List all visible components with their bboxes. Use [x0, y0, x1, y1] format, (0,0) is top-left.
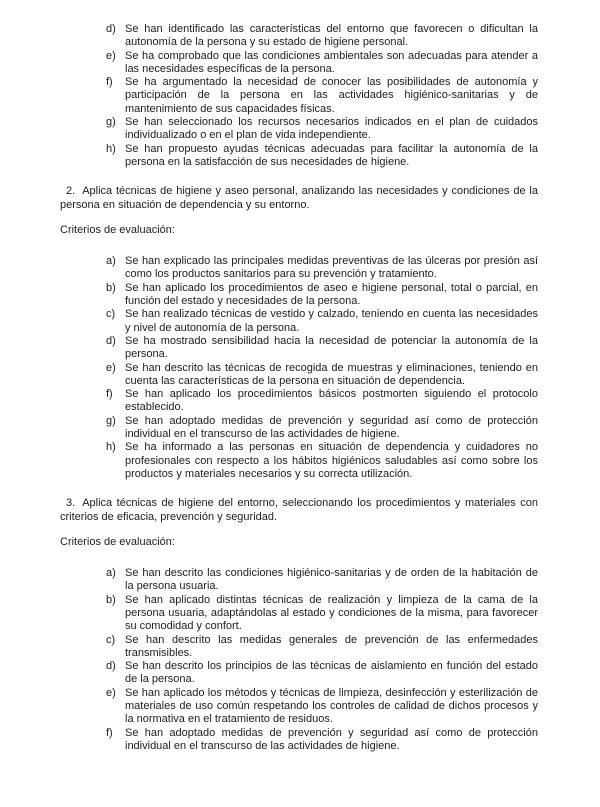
leading-criteria-list	[60, 23, 538, 169]
list-item-text: Se han seleccionado los recursos necesarios indicados en el plan de cuidados individualizado o en el plan de vida independiente.	[125, 116, 538, 142]
list-item-label: d)	[106, 23, 116, 35]
list-item-label: a)	[106, 567, 116, 580]
list-item-label: h)	[106, 142, 116, 155]
section-intro-text: Aplica técnicas de higiene del entorno, seleccionando los procedimientos y materiales con criterios de eficacia, prevención y seguridad.	[60, 497, 538, 523]
list-item	[60, 634, 538, 661]
list-item-text: Se han descrito las técnicas de recogida de muestras y eliminaciones, teniendo en cuenta las características de la persona en situación de dependencia.	[125, 361, 538, 387]
list-item-label: g)	[106, 116, 116, 129]
list-item-label: a)	[106, 255, 116, 268]
list-item	[60, 687, 538, 727]
section-number: 3.	[66, 497, 76, 510]
list-item	[60, 50, 538, 77]
list-item-label: f)	[106, 726, 113, 739]
list-item	[60, 594, 538, 634]
list-item-label: e)	[106, 49, 116, 62]
list-item	[60, 567, 538, 594]
list-item	[60, 76, 538, 116]
list-item-label: f)	[106, 388, 113, 401]
section-3-intro	[60, 497, 538, 524]
list-item-text: Se han adoptado medidas de prevención y seguridad así como de protección individual en el transcurso de las actividades de higiene.	[125, 726, 538, 752]
list-item-label: b)	[106, 593, 116, 606]
list-item-label: d)	[106, 334, 116, 347]
list-item-label: h)	[106, 441, 116, 454]
list-item-label: e)	[106, 361, 116, 374]
list-item	[60, 308, 538, 335]
list-item-text: Se ha informado a las personas en situación de dependencia y cuidadores no profesionales con respecto a los hábitos higiénicos saludables así como sobre los productos y materiales necesarios y su correcta utilización.	[125, 441, 538, 480]
list-item-label: f)	[106, 76, 113, 89]
list-item-text: Se ha mostrado sensibilidad hacia la necesidad de potenciar la autonomía de la persona.	[125, 334, 538, 361]
list-item	[60, 388, 538, 415]
list-item-text: Se han propuesto ayudas técnicas adecuadas para facilitar la autonomía de la persona en la satisfacción de sus necesidades de higiene.	[125, 142, 538, 168]
list-item-text: Se han aplicado los procedimientos de aseo e higiene personal, total o parcial, en función del estado y necesidades de la persona.	[125, 281, 538, 308]
list-item-text: Se han realizado técnicas de vestido y calzado, teniendo en cuenta las necesidades y nivel de autonomía de la persona.	[125, 308, 538, 334]
list-item	[60, 727, 538, 754]
list-item-text: Se han aplicado los procedimientos básicos postmorten siguiendo el protocolo establecido.	[125, 388, 538, 414]
section-3-criteria-list	[60, 567, 538, 753]
list-item-text: Se ha argumentado la necesidad de conocer las posibilidades de autonomía y participación de la persona en las actividades higiénico-sanitarias y de mantenimiento de sus capacidades físicas.	[125, 76, 538, 115]
list-item-text: Se han descrito las medidas generales de prevención de las enfermedades transmisibles.	[125, 633, 538, 659]
list-item	[60, 116, 538, 143]
list-item-text: Se han explicado las principales medidas preventivas de las úlceras por presión así como los productos sanitarios para su prevención y tratamiento.	[125, 255, 538, 281]
section-intro-text: Aplica técnicas de higiene y aseo personal, analizando las necesidades y condiciones de la persona en situación de dependencia y su entorno.	[60, 185, 538, 211]
list-item-text: Se han descrito los principios de las técnicas de aislamiento en función del estado de la persona.	[125, 660, 538, 686]
list-item	[60, 441, 538, 481]
list-item-label: d)	[106, 660, 116, 673]
list-item	[60, 23, 538, 50]
list-item-label: b)	[106, 281, 116, 294]
list-item-text: Se han descrito las condiciones higiénico-sanitarias y de orden de la habitación de la persona usuaria.	[125, 567, 538, 593]
list-item	[60, 143, 538, 170]
list-item-text: Se han aplicado los métodos y técnicas de limpieza, desinfección y esterilización de materiales de uso común respetando los controles de calidad de dichos procesos y la normativa en el tratamiento de residuos.	[125, 686, 538, 726]
list-item-text: Se han aplicado distintas técnicas de realización y limpieza de la cama de la persona usuaria, adaptándolas al estado y condiciones de la misma, para favorecer su comodidad y confort.	[125, 593, 538, 633]
list-item	[60, 660, 538, 687]
criteria-heading: Criterios de evaluación:	[60, 535, 175, 548]
list-item-text: Se ha comprobado que las condiciones ambientales son adecuadas para atender a las necesidades específicas de la persona.	[125, 49, 538, 75]
list-item	[60, 335, 538, 362]
list-item	[60, 362, 538, 389]
list-item	[60, 255, 538, 282]
list-item-label: c)	[106, 633, 116, 646]
document-content	[60, 23, 538, 753]
section-number: 2.	[66, 185, 76, 198]
list-item-label: e)	[106, 686, 116, 699]
list-item-label: g)	[106, 414, 116, 427]
list-item	[60, 415, 538, 442]
section-2-criteria-list	[60, 255, 538, 481]
list-item	[60, 282, 538, 309]
list-item-text: Se han identificado las características del entorno que favorecen o dificultan la autonomía de la persona y su estado de higiene personal.	[125, 23, 538, 49]
criteria-heading: Criterios de evaluación:	[60, 223, 175, 236]
list-item-label: c)	[106, 308, 116, 321]
list-item-text: Se han adoptado medidas de prevención y seguridad así como de protección individual en el transcurso de las actividades de higiene.	[125, 414, 538, 441]
section-2-intro	[60, 185, 538, 212]
